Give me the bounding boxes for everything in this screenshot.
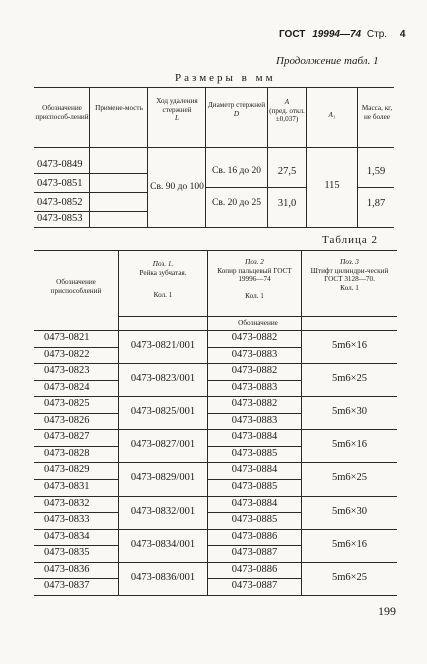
row-divider — [207, 380, 301, 381]
t1-col-mass: Масса, кг, не более — [361, 104, 393, 121]
table-row-code: 0473-0825 — [44, 398, 90, 410]
group-divider — [118, 429, 207, 430]
t1-col-stroke: Ход удаления стержней L — [156, 97, 198, 123]
table-row-code: 0473-0827 — [44, 431, 90, 443]
t2-col-pin: Поз. 3 Штифт цилиндри-ческий ГОСТ 3128—70. Кол. 1 — [310, 258, 389, 292]
copier-code: 0473-0884 — [231, 464, 278, 476]
rack-code: 0473-0821/001 — [130, 340, 196, 351]
row-divider — [34, 462, 118, 463]
row-divider — [207, 562, 301, 563]
t1-a1-value: 115 — [324, 180, 340, 191]
rack-code: 0473-0836/001 — [130, 571, 196, 583]
pin-spec: 5m6×25 — [331, 373, 368, 385]
row-divider — [207, 578, 301, 579]
t1-col-a1: A₁ — [328, 111, 336, 119]
rack-code: 0473-0827/001 — [130, 439, 196, 451]
t2-subheader: Обозначение — [238, 319, 278, 327]
t1-mass-value: 1,87 — [366, 198, 386, 209]
row-divider — [34, 562, 118, 563]
row-divider — [207, 429, 301, 430]
t1-a-value: 31,0 — [277, 198, 297, 209]
table-row-code: 0473-0835 — [44, 547, 90, 559]
row-divider — [207, 446, 301, 447]
group-divider — [118, 496, 207, 497]
t1-row-code: 0473-0853 — [37, 213, 83, 224]
t1-col-code: Обозначение приспособ-лений — [35, 104, 89, 121]
t2-col-code: Обозначение приспособлений — [50, 278, 102, 295]
table-row-code: 0473-0826 — [44, 414, 90, 426]
rack-code: 0473-0834/001 — [130, 538, 196, 550]
group-divider — [118, 363, 207, 364]
copier-code: 0473-0887 — [231, 547, 278, 559]
t1-d-value: Св. 20 до 25 — [212, 198, 261, 208]
table-row-code: 0473-0821 — [44, 332, 90, 343]
rack-code: 0473-0825/001 — [130, 406, 196, 418]
group-divider — [118, 529, 207, 530]
table2-title: Таблица 2 — [322, 234, 379, 246]
copier-code: 0473-0882 — [231, 365, 278, 377]
group-divider — [301, 429, 397, 430]
table-row-code: 0473-0837 — [44, 580, 90, 592]
copier-code: 0473-0884 — [231, 497, 278, 509]
copier-code: 0473-0886 — [231, 530, 278, 542]
page-number: 199 — [378, 604, 396, 618]
row-divider — [207, 396, 301, 397]
row-divider — [34, 578, 118, 579]
pin-spec: 5m6×25 — [331, 571, 368, 583]
t1-l-value: Св. 90 до 100 — [150, 182, 204, 192]
table-row-code: 0473-0831 — [44, 481, 90, 493]
row-divider — [34, 479, 118, 480]
t2-col-copy: Поз. 2 Копир пальцевый ГОСТ 19996—74 Кол. 1 — [217, 258, 292, 300]
table-row-code: 0473-0833 — [44, 514, 90, 526]
group-divider — [301, 396, 397, 397]
row-divider — [34, 496, 118, 497]
page-label: Стр. — [366, 29, 388, 40]
row-divider — [207, 413, 301, 414]
table-row-code: 0473-0836 — [44, 563, 90, 575]
row-divider — [207, 545, 301, 546]
row-divider — [207, 479, 301, 480]
rack-code: 0473-0832/001 — [130, 505, 196, 517]
row-divider — [34, 396, 118, 397]
group-divider — [301, 462, 397, 463]
page-num: 4 — [399, 29, 406, 40]
copier-code: 0473-0883 — [231, 414, 278, 426]
row-divider — [34, 512, 118, 513]
copier-code: 0473-0886 — [231, 563, 278, 575]
running-header — [279, 29, 405, 40]
row-divider — [34, 380, 118, 381]
t1-col-diameter: Диаметр стержней D — [207, 101, 266, 118]
table-row-code: 0473-0834 — [44, 530, 90, 542]
t1-row-code: 0473-0849 — [37, 159, 83, 170]
group-divider — [301, 529, 397, 530]
row-divider — [207, 496, 301, 497]
group-divider — [118, 462, 207, 463]
row-divider — [207, 462, 301, 463]
rack-code: 0473-0823/001 — [130, 373, 196, 385]
group-divider — [118, 396, 207, 397]
table-row-code: 0473-0823 — [44, 365, 90, 377]
row-divider — [207, 363, 301, 364]
group-divider — [301, 363, 397, 364]
pin-spec: 5m6×16 — [331, 538, 368, 550]
copier-code: 0473-0883 — [231, 348, 278, 360]
pin-spec: 5m6×16 — [331, 340, 368, 351]
row-divider — [34, 529, 118, 530]
t1-row-code: 0473-0852 — [37, 197, 83, 208]
t1-d-value: Св. 16 до 20 — [212, 166, 261, 176]
row-divider — [34, 446, 118, 447]
gost-number: 19994—74 — [312, 29, 362, 40]
copier-code: 0473-0887 — [231, 580, 278, 592]
row-divider — [207, 347, 301, 348]
copier-code: 0473-0885 — [231, 514, 278, 526]
pin-spec: 5m6×30 — [331, 505, 368, 517]
group-divider — [301, 496, 397, 497]
gost-label: ГОСТ — [279, 29, 306, 40]
table-row-code: 0473-0824 — [44, 381, 90, 393]
row-divider — [34, 363, 118, 364]
pin-spec: 5m6×16 — [331, 439, 368, 451]
t1-a-value: 27,5 — [277, 166, 297, 177]
table-row-code: 0473-0828 — [44, 447, 90, 459]
copier-code: 0473-0883 — [231, 381, 278, 393]
row-divider — [34, 429, 118, 430]
continuation-caption: Продолжение табл. 1 — [276, 55, 379, 67]
pin-spec: 5m6×25 — [331, 472, 368, 484]
copier-code: 0473-0882 — [231, 398, 278, 410]
row-divider — [207, 529, 301, 530]
copier-code: 0473-0884 — [231, 431, 278, 443]
row-divider — [34, 347, 118, 348]
group-divider — [301, 562, 397, 563]
table1-title: Размеры в мм — [175, 72, 276, 84]
pin-spec: 5m6×30 — [331, 406, 368, 418]
group-divider — [118, 562, 207, 563]
row-divider — [34, 545, 118, 546]
t1-mass-value: 1,59 — [366, 166, 386, 177]
t1-col-a: A (пред. откл. ±0,037) — [269, 98, 305, 124]
t1-row-code: 0473-0851 — [37, 178, 83, 189]
row-divider — [207, 512, 301, 513]
rack-code: 0473-0829/001 — [130, 472, 196, 484]
copier-code: 0473-0885 — [231, 481, 278, 493]
table-row-code: 0473-0829 — [44, 464, 90, 476]
row-divider — [34, 413, 118, 414]
table-row-code: 0473-0832 — [44, 497, 90, 509]
table-row-code: 0473-0822 — [44, 348, 90, 360]
t1-col-usage: Примене-мость — [95, 104, 143, 112]
copier-code: 0473-0885 — [231, 447, 278, 459]
copier-code: 0473-0882 — [231, 332, 278, 343]
t2-col-rack: Поз. 1. Рейка зубчатая. Кол. 1 — [139, 260, 187, 300]
